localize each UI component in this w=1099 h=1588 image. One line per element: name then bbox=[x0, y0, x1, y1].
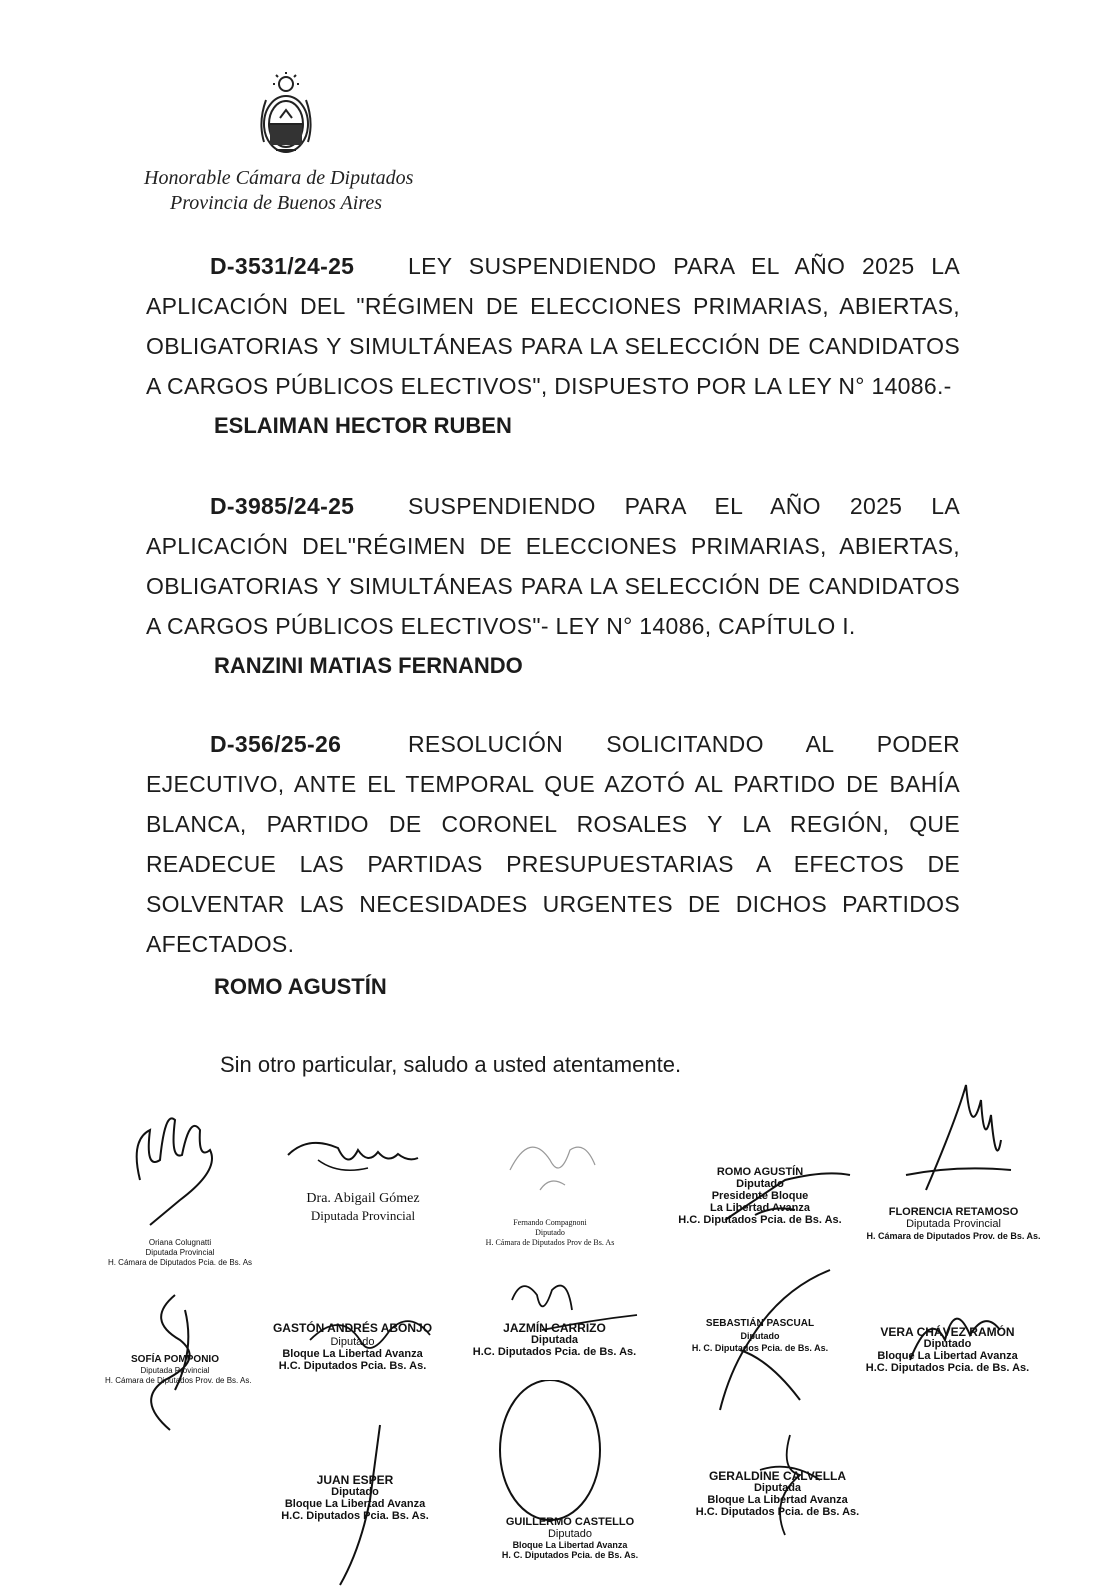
signature-caption-line: SEBASTIÁN PASCUAL bbox=[705, 1318, 815, 1329]
signature-caption-line: SOFÍA POMPONIO bbox=[131, 1354, 219, 1365]
bill-description: EJECUTIVO, ANTE EL TEMPORAL QUE AZOTÓ AL PARTIDO DE BAHÍA BLANCA, PARTIDO DE CORONEL ROSALES Y LA REGIÓN, QUE READECUE LAS PARTIDAS PRESUPUESTARIAS A EFECTOS DE SOLVENTAR LAS NECESIDADES URGENTES DE DICHOS PARTIDOS AFECTADOS. bbox=[146, 771, 960, 957]
signature-caption-line: H. Cámara de Diputados Prov. de Bs. As. bbox=[866, 1231, 1041, 1241]
signature-caption-line: Diputado bbox=[740, 1331, 780, 1341]
signature-caption-line: Diputada Provincial bbox=[140, 1366, 210, 1375]
bill-author: RANZINI MATIAS FERNANDO bbox=[214, 653, 523, 678]
signature-caption-line: Bloque La Libertad Avanza bbox=[512, 1540, 628, 1550]
bill-description-first-line: SUSPENDIENDO PARA EL AÑO 2025 LA bbox=[408, 493, 960, 519]
letterhead-chamber-name: Honorable Cámara de Diputados bbox=[144, 167, 414, 189]
signature-caption-line: Diputado bbox=[547, 1528, 593, 1540]
signature-caption-line: Fernando Compagnoni bbox=[513, 1218, 587, 1227]
letterhead-province: Provincia de Buenos Aires bbox=[170, 192, 382, 214]
signature-caption-line: Diputada bbox=[753, 1482, 802, 1494]
signature-caption-line: GUILLERMO CASTELLO bbox=[505, 1516, 635, 1528]
signature-caption-line: H.C. Diputados Pcia. de Bs. As. bbox=[695, 1506, 860, 1518]
signature-caption-line: La Libertad Avanza bbox=[709, 1202, 811, 1214]
signature-caption-line: Bloque La Libertad Avanza bbox=[284, 1498, 426, 1510]
bill-code: D-3531/24-25 bbox=[210, 253, 355, 279]
signature-caption-line: Diputado bbox=[535, 1228, 565, 1237]
signature-caption-line: H.C. Diputados Pcia. de Bs. As. bbox=[472, 1346, 637, 1358]
signature-caption-line: GASTÓN ANDRÉS ABONJO bbox=[272, 1321, 433, 1335]
bill-code: D-3985/24-25 bbox=[210, 493, 355, 519]
bill-item bbox=[146, 486, 960, 646]
signature-block bbox=[105, 1290, 252, 1440]
signature-block bbox=[95, 1100, 265, 1275]
signature-caption-line: Oriana Colugnatti bbox=[148, 1238, 212, 1247]
signature-caption-line: H.C. Diputados Pcia. Bs. As. bbox=[278, 1360, 427, 1372]
signature-block bbox=[490, 1380, 650, 1588]
signature-caption-line: H.C. Diputados Pcia. de Bs. As. bbox=[678, 1214, 842, 1226]
bill-code: D-356/25-26 bbox=[210, 731, 342, 757]
signature-block bbox=[462, 1270, 647, 1390]
signature-caption-line: Presidente Bloque bbox=[711, 1190, 809, 1202]
signature-block bbox=[680, 1260, 840, 1420]
signature-caption-line: FLORENCIA RETAMOSO bbox=[888, 1206, 1019, 1218]
signature-caption-line: H. Cámara de Diputados Prov. de Bs. As. bbox=[105, 1376, 252, 1385]
bill-author: ESLAIMAN HECTOR RUBEN bbox=[214, 413, 512, 438]
signature-block bbox=[278, 1130, 448, 1240]
signature-block bbox=[270, 1420, 440, 1588]
signature-caption-line: JUAN ESPER bbox=[316, 1473, 394, 1487]
signature-caption-line: Dra. Abigail Gómez bbox=[306, 1191, 420, 1206]
signature-block bbox=[866, 1080, 1041, 1250]
bill-item bbox=[146, 724, 960, 964]
signature-caption-line: H. Cámara de Diputados Pcia. de Bs. As bbox=[107, 1258, 253, 1267]
signature-block bbox=[665, 1160, 855, 1240]
signature-caption-line: Diputada bbox=[530, 1334, 579, 1346]
signature-caption-line: Bloque La Libertad Avanza bbox=[282, 1348, 423, 1360]
signature-caption-line: H. Cámara de Diputados Prov de Bs. As bbox=[485, 1238, 615, 1247]
signature-caption-line: Bloque La Libertad Avanza bbox=[707, 1494, 848, 1506]
closing-line: Sin otro particular, saludo a usted atentamente. bbox=[220, 1052, 682, 1077]
signature-caption-line: Diputado bbox=[923, 1338, 972, 1350]
signature-caption-line: H. C. Diputados Pcia. de Bs. As. bbox=[501, 1550, 639, 1560]
bill-item bbox=[146, 246, 960, 406]
signature-caption-line: Diputada Provincial bbox=[906, 1218, 1001, 1230]
signature-caption-line: ROMO AGUSTÍN bbox=[716, 1166, 804, 1178]
signature-caption-line: Bloque La Libertad Avanza bbox=[877, 1350, 1018, 1362]
handwritten-signature bbox=[120, 1100, 230, 1230]
argentine-coat-of-arms-seal bbox=[250, 72, 322, 164]
signature-caption-line: H. C. Diputados Pcia. de Bs. As. bbox=[691, 1343, 829, 1353]
signature-block bbox=[690, 1430, 865, 1540]
signature-block bbox=[260, 1300, 445, 1390]
signature-caption-line: H.C. Diputados Pcia. Bs. As. bbox=[281, 1510, 429, 1522]
signature-caption-line: H.C. Diputados Pcia. de Bs. As. bbox=[865, 1362, 1030, 1374]
bill-author: ROMO AGUSTÍN bbox=[214, 974, 387, 999]
signature-block bbox=[860, 1290, 1035, 1400]
signature-caption-line: GERALDINE CALVELLA bbox=[708, 1469, 847, 1483]
signature-caption-line: Diputada Provincial bbox=[310, 1208, 416, 1223]
signature-caption-line: Diputada Provincial bbox=[145, 1248, 215, 1257]
signature-block bbox=[465, 1120, 635, 1255]
bill-description: APLICACIÓN DEL"RÉGIMEN DE ELECCIONES PRIMARIAS, ABIERTAS, OBLIGATORIAS Y SIMULTÁNEAS PARA LA SELECCIÓN DE CANDIDATOS A CARGOS PÚBLICOS ELECTIVOS"- LEY N° 14086, CAPÍTULO I. bbox=[146, 533, 960, 639]
signature-caption-line: JAZMÍN CARRIZO bbox=[503, 1321, 606, 1335]
bill-description-first-line: LEY SUSPENDIENDO PARA EL AÑO 2025 LA bbox=[408, 253, 960, 279]
bill-description-first-line: RESOLUCIÓN SOLICITANDO AL PODER bbox=[408, 731, 960, 757]
signature-caption-line: Diputado bbox=[330, 1336, 375, 1348]
signature-caption-line: Diputado bbox=[736, 1178, 784, 1190]
signature-caption-line: Diputado bbox=[331, 1486, 379, 1498]
handwritten-signature bbox=[278, 1130, 448, 1190]
bill-description: APLICACIÓN DEL "RÉGIMEN DE ELECCIONES PRIMARIAS, ABIERTAS, OBLIGATORIAS Y SIMULTÁNEAS PARA LA SELECCIÓN DE CANDIDATOS A CARGOS PÚBLICOS ELECTIVOS", DISPUESTO POR LA LEY N° 14086.- bbox=[146, 293, 960, 399]
handwritten-signature bbox=[490, 1120, 610, 1210]
signature-caption-line: VERA CHÁVEZ RAMÓN bbox=[880, 1325, 1015, 1339]
handwritten-signature bbox=[896, 1080, 1016, 1205]
